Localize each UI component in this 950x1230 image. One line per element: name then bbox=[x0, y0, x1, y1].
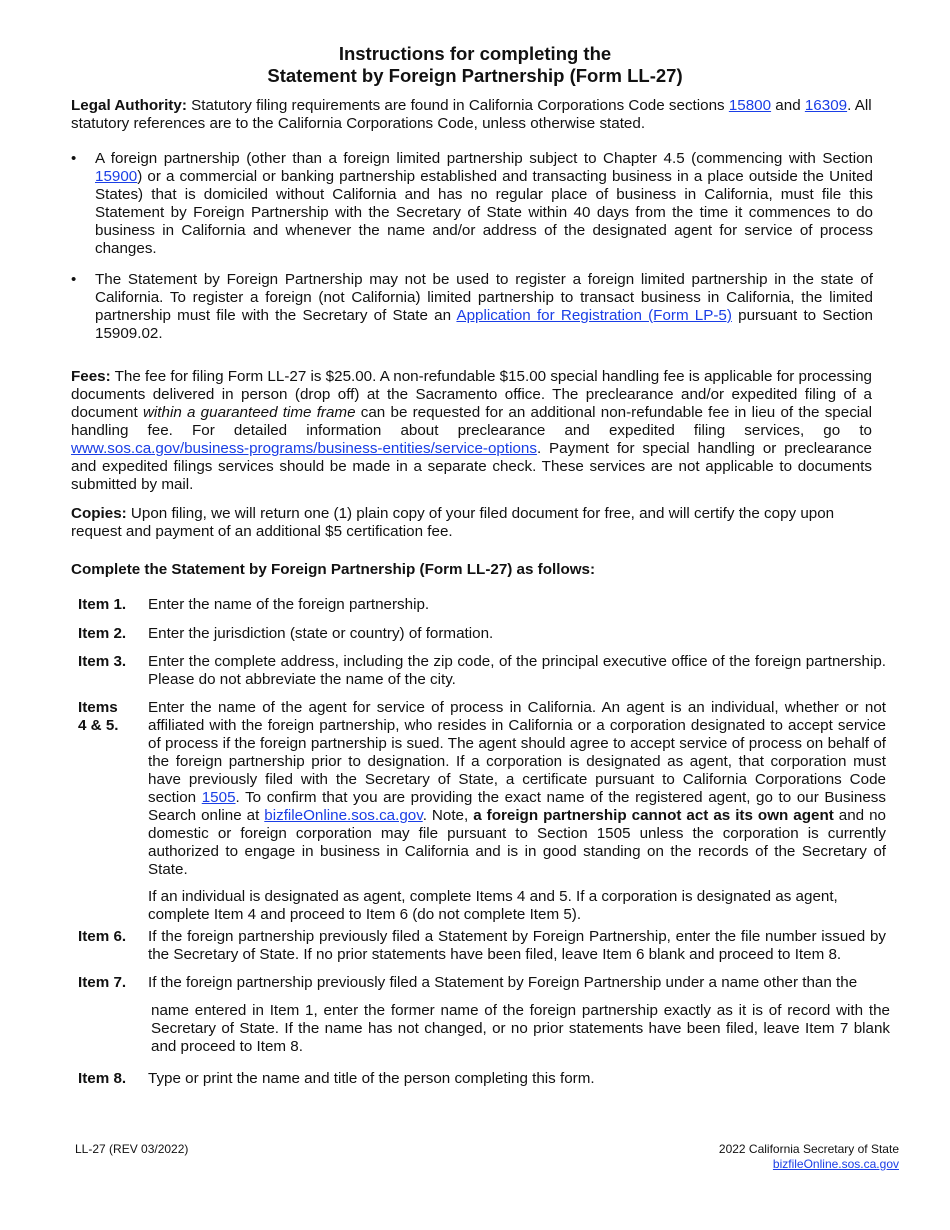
item-2-label: Item 2. bbox=[78, 625, 127, 642]
title-line-2: Statement by Foreign Partnership (Form LL-27) bbox=[267, 65, 683, 86]
items-4-5-label-line-1: Items bbox=[78, 699, 118, 716]
items-4-5-bold-text: a foreign partnership cannot act as its own agent bbox=[473, 807, 834, 824]
items-4-5-text-2: . To confirm that you are providing the exact name of the registered agent, go to our Business Search online at bbox=[148, 789, 886, 824]
fees-label: Fees: bbox=[71, 368, 111, 385]
item-7 bbox=[78, 974, 890, 1056]
item-8-label: Item 8. bbox=[78, 1070, 127, 1087]
items-4-5-text-1: Enter the name of the agent for service of process in California. An agent is an individual, whether or not affiliated with the foreign partnership, who resides in California or a corporation designated to accept service of process if the foreign partnership is sued. The agent should agree to accept service of process on behalf of the foreign partnership prior to designation. If a corporation is designated as agent, that corporation must have previously filed with the Secretary of State, a certificate pursuant to California Corporations Code section bbox=[148, 699, 886, 806]
bullet-item-foreign-partnership bbox=[71, 150, 873, 258]
item-7-text-1: If the foreign partnership previously filed a Statement by Foreign Partnership under a name other than the bbox=[148, 974, 858, 991]
items-4-5-text bbox=[148, 699, 886, 879]
item-1-text: Enter the name of the foreign partnership. bbox=[148, 596, 430, 613]
page-title bbox=[0, 43, 950, 87]
bullet-1-text-2: ) or a commercial or banking partnership established and transacting business in a place outside the United States) that is domiciled without California and has no regular place of business in California, must file this Statement by Foreign Partnership with the Secretary of State within 40 days from the time it commences to do business in California and whenever the name and/or address of the designated agent for service of process changes. bbox=[95, 168, 873, 257]
item-2-text: Enter the jurisdiction (state or country) of formation. bbox=[148, 625, 494, 642]
title-line-1: Instructions for completing the bbox=[338, 43, 612, 64]
legal-authority-text-2: and bbox=[771, 97, 805, 114]
fees-paragraph bbox=[71, 368, 872, 494]
item-3 bbox=[78, 653, 886, 689]
legal-authority-text-3: . All statutory references are to the California Corporations Code, unless otherwise stated. bbox=[71, 97, 872, 132]
items-4-5-label-line-2: 4 & 5. bbox=[78, 717, 119, 734]
item-6 bbox=[78, 928, 886, 964]
copies-text: Upon filing, we will return one (1) plain copy of your filed document for free, and will certify the copy upon request and payment of an additional $5 certification fee. bbox=[71, 505, 835, 540]
legal-authority-label: Legal Authority: bbox=[71, 97, 187, 114]
section-1505-link[interactable]: 1505 bbox=[201, 789, 236, 806]
bullet-item-limited-partnership bbox=[71, 271, 873, 343]
items-4-5-label bbox=[78, 699, 146, 735]
copies-label: Copies: bbox=[71, 505, 127, 522]
section-15900-link[interactable]: 15900 bbox=[95, 168, 138, 185]
item-6-label: Item 6. bbox=[78, 928, 127, 945]
fees-italic-text: within a guaranteed time frame bbox=[142, 404, 356, 421]
legal-authority-text-1: Statutory filing requirements are found in California Corporations Code sections bbox=[186, 97, 729, 114]
item-2 bbox=[78, 625, 886, 643]
item-3-label: Item 3. bbox=[78, 653, 127, 670]
item-7-text-2: name entered in Item 1, enter the former name of the foreign partnership exactly as it is of record with the Secretary of State. If the name has not changed, or no prior statements have been filed, leave Item 7 blank and proceed to Item 8. bbox=[151, 1002, 890, 1055]
fees-text-3: . Payment for special handling or preclearance and expedited filings services should be made in a separate check. These services are not applicable to documents submitted by mail. bbox=[71, 440, 872, 493]
service-options-link[interactable]: www.sos.ca.gov/business-programs/business-entities/service-options bbox=[71, 440, 537, 457]
item-8 bbox=[78, 1070, 886, 1088]
section-15800-link[interactable]: 15800 bbox=[728, 97, 772, 114]
legal-authority-paragraph bbox=[71, 97, 872, 133]
footer-bizfile-link[interactable]: bizfileOnline.sos.ca.gov bbox=[772, 1157, 899, 1171]
bullet-2-text-1: The Statement by Foreign Partnership may not be used to register a foreign limited partnership in the state of California. To register a foreign (not California) limited partnership to transact business in California, the limited partnership must file with the Secretary of State an bbox=[95, 271, 873, 324]
item-7-label: Item 7. bbox=[78, 974, 127, 991]
section-16309-link[interactable]: 16309 bbox=[804, 97, 848, 114]
item-1-label: Item 1. bbox=[78, 596, 127, 613]
bizfile-online-link[interactable]: bizfileOnline.sos.ca.gov bbox=[264, 807, 423, 824]
item-8-text: Type or print the name and title of the person completing this form. bbox=[148, 1070, 595, 1087]
item-6-text: If the foreign partnership previously filed a Statement by Foreign Partnership, enter the file number issued by the Secretary of State. If no prior statements have been filed, leave Item 6 blank and proceed to Item 8. bbox=[148, 928, 886, 963]
item-1 bbox=[78, 596, 886, 614]
items-4-5-text-4: and no domestic or foreign corporation may file pursuant to Section 1505 unless the corporation is currently authorized to engage in business in California and is in good standing on the records of the Secretary of State. bbox=[148, 807, 886, 878]
items-4-5-paragraph-2: If an individual is designated as agent, complete Items 4 and 5. If a corporation is designated as agent, complete Item 4 and proceed to Item 6 (do not complete Item 5). bbox=[148, 888, 838, 923]
footer-copyright: 2022 California Secretary of State bbox=[718, 1142, 899, 1156]
bullet-list bbox=[71, 150, 873, 356]
copies-paragraph bbox=[71, 505, 872, 541]
item-3-text: Enter the complete address, including the zip code, of the principal executive office of the foreign partnership. Please do not abbreviate the name of the city. bbox=[148, 653, 886, 688]
fees-text-2: can be requested for an additional non-refundable fee in lieu of the special handling fee. For detailed information about preclearance and expedited filing services, go to bbox=[71, 404, 872, 439]
footer-form-revision: LL-27 (REV 03/2022) bbox=[75, 1142, 189, 1156]
items-4-5 bbox=[78, 699, 886, 924]
bullet-1-text-1: A foreign partnership (other than a foreign limited partnership subject to Chapter 4.5 (commencing with Section bbox=[95, 150, 873, 167]
complete-instructions-heading: Complete the Statement by Foreign Partnership (Form LL-27) as follows: bbox=[71, 561, 596, 578]
fees-text-1: The fee for filing Form LL-27 is $25.00. A non-refundable $15.00 special handling fee is applicable for processing documents delivered in person (drop off) at the Sacramento office. The preclearance and/or expedited filing of a document bbox=[71, 368, 872, 421]
form-lp5-link[interactable]: Application for Registration (Form LP-5) bbox=[456, 307, 732, 324]
footer-right bbox=[719, 1142, 899, 1172]
bullet-2-text-2: pursuant to Section 15909.02. bbox=[95, 307, 873, 342]
items-4-5-text-3: . Note, bbox=[422, 807, 474, 824]
